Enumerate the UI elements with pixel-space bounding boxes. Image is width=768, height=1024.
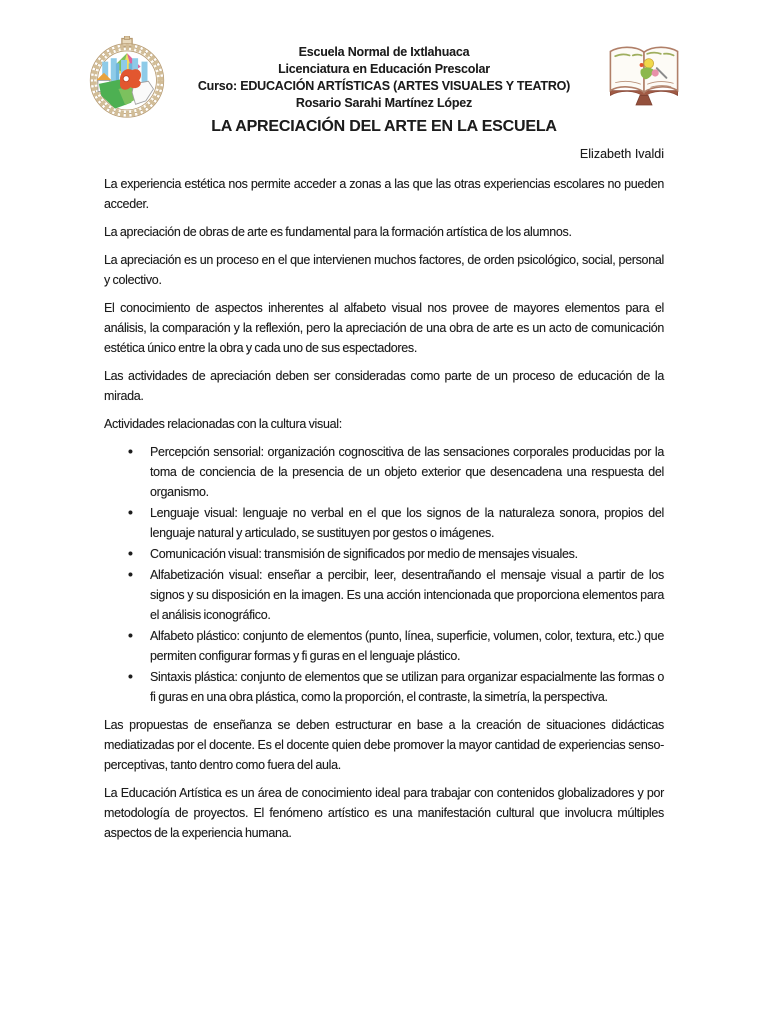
- paragraph-5: Las actividades de apreciación deben ser consideradas como parte de un proceso de educación de la mirada.: [104, 369, 664, 403]
- bullet-list: [104, 442, 664, 707]
- paragraph-3: La apreciación es un proceso en el que intervienen muchos factores, de orden psicológico, social, personal y colectivo.: [104, 253, 664, 287]
- bullet-item-2: • Lenguaje visual: lenguaje no verbal en el que los signos de la naturaleza sonora, propios del lenguaje natural y articulado, se sustituyen por gestos o imágenes.: [150, 503, 664, 543]
- paragraph-1: La experiencia estética nos permite acceder a zonas a las que las otras experiencias escolares no pueden acceder.: [104, 177, 664, 211]
- school-crest-icon: [84, 36, 170, 118]
- bullet-item-1: • Percepción sensorial: organización cognoscitiva de las sensaciones corporales producidas por la toma de conciencia de la presencia de un objeto exterior que desencadena una respuesta del organismo.: [150, 442, 664, 502]
- program-name: Licenciatura en Educación Prescolar: [278, 62, 490, 76]
- bullet-item-5: • Alfabeto plástico: conjunto de elementos (punto, línea, superficie, volumen, color, textura, etc.) que permiten configurar formas y fi guras en el lenguaje plástico.: [150, 626, 664, 666]
- institution-name: Escuela Normal de Ixtlahuaca: [298, 45, 470, 59]
- bullet-item-3: • Comunicación visual: transmisión de significados por medio de mensajes visuales.: [150, 544, 664, 564]
- document-title: LA APRECIACIÓN DEL ARTE EN LA ESCUELA: [211, 118, 557, 135]
- bullet-item-6: • Sintaxis plástica: conjunto de elementos que se utilizan para organizar espacialmente las formas o fi guras en una obra plástica, como la proporción, el contraste, la simetría, la perspectiva.: [150, 667, 664, 707]
- closing-paragraph-1: Las propuestas de enseñanza se deben estructurar en base a la creación de situaciones didácticas mediatizadas por el docente. Es el docente quien debe promover la mayor cantidad de experiencias senso-perceptivas, tanto dentro como fuera del aula.: [104, 718, 664, 772]
- course-name: Curso: EDUCACIÓN ARTÍSTICAS (ARTES VISUALES Y TEATRO): [197, 79, 571, 93]
- paragraph-2: La apreciación de obras de arte es fundamental para la formación artística de los alumnos.: [104, 225, 572, 239]
- author-name: Elizabeth Ivaldi: [579, 147, 664, 161]
- closing-paragraph-2: La Educación Artística es un área de conocimiento ideal para trabajar con contenidos globalizadores y por metodología de proyectos. El fenómeno artístico es una manifestación cultural que involucra múltiples aspectos de la experiencia humana.: [104, 786, 664, 840]
- paragraph-4: El conocimiento de aspectos inherentes al alfabeto visual nos provee de mayores elementos para el análisis, la comparación y la reflexión, pero la apreciación de una obra de arte es un acto de comunicación estética único entre la obra y cada uno de sus espectadores.: [104, 301, 664, 355]
- student-name: Rosario Sarahi Martínez López: [295, 96, 473, 110]
- bullet-item-4: • Alfabetización visual: enseñar a percibir, leer, desentrañando el mensaje visual a partir de los signos y su disposición en la imagen. Es una acción intencionada que proporciona elementos para el análisis iconográfico.: [150, 565, 664, 625]
- document-header: [0, 0, 768, 112]
- paragraph-6: Actividades relacionadas con la cultura visual:: [104, 417, 342, 431]
- open-book-icon: [604, 40, 684, 114]
- document-body: [104, 174, 664, 843]
